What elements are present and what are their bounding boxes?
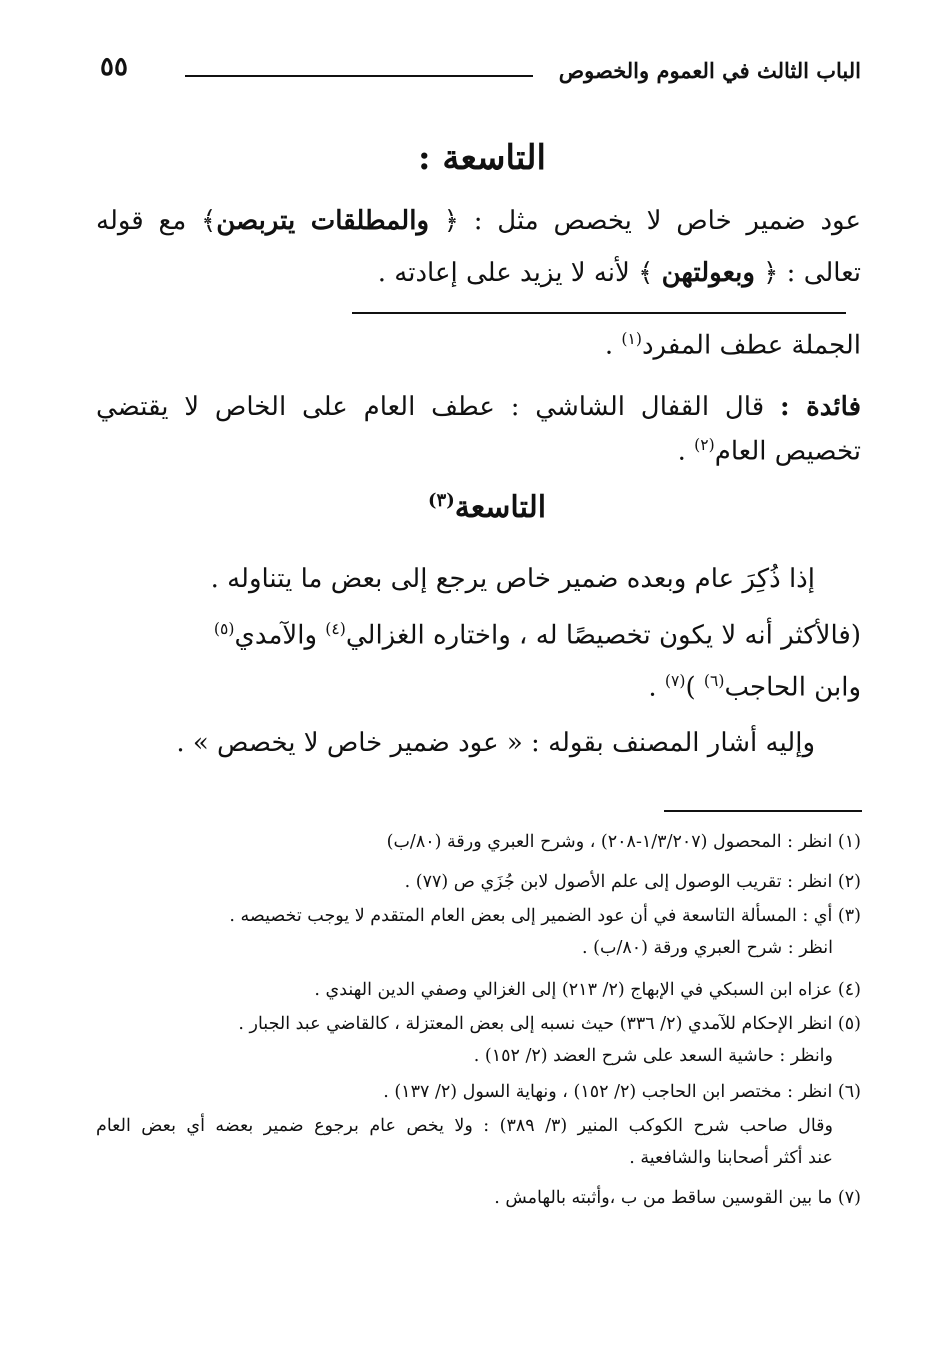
footnote-5: (٥) انظر الإحكام للآمدي (٢/ ٣٣٦) حيث نسبه إلى بعض المعتزلة ، كالقاضي عبد الجبار . (238, 1014, 861, 1034)
quran-quote: والمطلقات يتربصن (216, 206, 429, 236)
footnote-6: (٦) انظر : مختصر ابن الحاجب (٢/ ١٥٢) ، ونهاية السول (٢/ ١٣٧) . (383, 1082, 861, 1102)
separator-rule (352, 312, 846, 314)
footnote-rule (664, 810, 862, 812)
footnote-6-cont: وقال صاحب شرح الكوكب المنير (٣/ ٣٨٩) : ولا يخص عام برجوع ضمير بعضه أي بعض العام (96, 1116, 833, 1136)
paragraph-line (96, 206, 861, 236)
text-run: ﴾ لأنه لا يزيد على إعادته . (377, 258, 662, 288)
footnote-ref: (٧) (664, 672, 686, 690)
paragraph-line (648, 672, 861, 703)
paragraph-line (214, 620, 861, 651)
footnote-2: (٢) انظر : تقريب الوصول إلى علم الأصول لابن جُزَي ص (٧٧) . (404, 872, 861, 892)
footnote-7: (٧) ما بين القوسين ساقط من ب ،وأثبته بالهامش . (494, 1188, 861, 1208)
text-run: . (648, 672, 665, 703)
text-run: ) (685, 672, 704, 703)
footnote-6-cont-2: عند أكثر أصحابنا والشافعية . (629, 1148, 833, 1168)
paragraph-line: وإليه أشار المصنف بقوله : « عود ضمير خاص لا يخصص » . (176, 728, 815, 758)
header-rule (185, 75, 533, 77)
text-run: . (677, 436, 695, 467)
running-title: الباب الثالث في العموم والخصوص (558, 58, 861, 83)
section-title-ninth: التاسعة : (418, 138, 546, 178)
text-run: عود ضمير خاص لا يخصص مثل : ﴿ (429, 206, 861, 236)
footnote-ref: (٢) (694, 436, 715, 454)
text-run: ﴾ مع قوله (96, 206, 217, 236)
footnote-3-cont: انظر : شرح العبري ورقة (٨٠/ب) . (582, 938, 833, 958)
section-title-text: التاسعة (454, 490, 547, 525)
text-run: الجملة عطف المفرد (641, 330, 861, 361)
faida-label: فائدة : (779, 392, 861, 422)
text-run: تعالى : ﴿ (754, 258, 861, 288)
text-run: والآمدي (234, 620, 326, 651)
paragraph-line: إذا ذُكِرَ عام وبعده ضمير خاص يرجع إلى بعض ما يتناوله . (210, 564, 815, 594)
footnote-ref: (٥) (213, 620, 235, 638)
quran-quote: وبعولتهن (661, 258, 755, 288)
paragraph-line (678, 436, 861, 467)
paragraph-line (96, 392, 861, 422)
footnote-ref: (٣) (428, 490, 455, 511)
footnote-ref: (٦) (703, 672, 725, 690)
section-title-ninth-2 (428, 490, 546, 525)
page-number: ٥٥ (100, 52, 128, 82)
footnote-5-cont: وانظر : حاشية السعد على شرح العضد (٢/ ١٥٢) . (473, 1046, 833, 1066)
footnote-4: (٤) عزاه ابن السبكي في الإبهاج (٢/ ٢١٣) إلى الغزالي وصفي الدين الهندي . (314, 980, 861, 1000)
paragraph-line (605, 330, 861, 361)
footnote-1: (١) انظر : المحصول (١/٣/٢٠٧-٢٠٨) ، وشرح العبري ورقة (٨٠/ب) (386, 832, 861, 852)
footnote-3: (٣) أي : المسألة التاسعة في أن عود الضمير إلى بعض العام المتقدم لا يوجب تخصيصه . (229, 906, 861, 926)
text-run: قال القفال الشاشي : عطف العام على الخاص لا يقتضي (96, 392, 780, 422)
text-run: تخصيص العام (714, 436, 861, 467)
paragraph-line (378, 258, 861, 288)
text-run: (فالأكثر أنه لا يكون تخصيصًا له ، واختاره الغزالي (345, 620, 861, 651)
footnote-ref: (٤) (325, 620, 346, 638)
footnote-ref: (١) (621, 330, 642, 348)
text-run: . (604, 330, 622, 361)
text-run: وابن الحاجب (724, 672, 861, 703)
